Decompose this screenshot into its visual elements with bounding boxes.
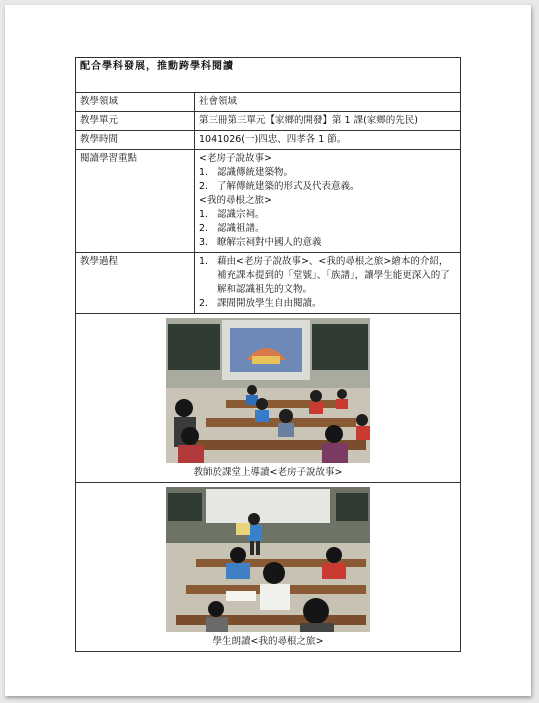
list-number: 2. — [199, 181, 209, 192]
list-item — [199, 236, 456, 250]
focus-group-title: <老房子說故事> — [199, 153, 272, 164]
classroom-photo-student-reading — [166, 487, 370, 632]
list-number: 3. — [199, 237, 209, 248]
photo-caption: 教師於課堂上導讀<老房子說故事> — [193, 467, 343, 478]
list-number: 2. — [199, 298, 209, 309]
row-label: 教學單元 — [76, 112, 195, 131]
list-number: 1. — [199, 256, 209, 267]
list-number: 1. — [199, 167, 209, 178]
list-text: 藉由<老房子說故事>、<我的尋根之旅>繪本的介紹，補充課本提到的「堂號」、「族譜」，讓學生能更深入的了解和認識祖先的文物。 — [217, 256, 450, 295]
table-row — [76, 112, 461, 131]
list-text: 認識宗祠。 — [217, 209, 265, 220]
list-text: 了解傳統建築的形式及代表意義。 — [217, 181, 360, 192]
list-item — [199, 180, 456, 194]
row-label: 教學時間 — [76, 131, 195, 150]
row-value: 1041026(一)四忠、四孝各 1 節。 — [195, 131, 461, 150]
process-content — [195, 253, 461, 314]
list-item — [199, 297, 456, 311]
lesson-table — [75, 57, 461, 652]
table-row — [76, 253, 461, 314]
table-row — [76, 131, 461, 150]
list-item — [199, 222, 456, 236]
list-number: 1. — [199, 209, 209, 220]
classroom-photo-teacher — [166, 318, 370, 463]
photo-caption: 學生朗讀<我的尋根之旅> — [212, 636, 324, 647]
document-page — [5, 5, 531, 696]
row-value: 第三冊第三單元【家鄉的開發】第 1 課(家鄉的先民) — [195, 112, 461, 131]
focus-content — [195, 150, 461, 253]
list-text: 認識祖譜。 — [217, 223, 265, 234]
table-header: 配合學科發展，推動跨學科閱讀 — [76, 58, 461, 93]
list-item — [199, 255, 456, 297]
list-item — [199, 208, 456, 222]
photo-row — [76, 314, 461, 483]
row-value: 社會領域 — [195, 93, 461, 112]
table-row — [76, 93, 461, 112]
row-label: 閱讀學習重點 — [76, 150, 195, 253]
photo-row — [76, 483, 461, 652]
list-text: 認識傳統建築物。 — [217, 167, 294, 178]
list-text: 課間開放學生自由閱讀。 — [217, 298, 322, 309]
focus-group-title: <我的尋根之旅> — [199, 195, 272, 206]
list-number: 2. — [199, 223, 209, 234]
row-label: 教學領域 — [76, 93, 195, 112]
list-text: 瞭解宗祠對中國人的意義 — [217, 237, 322, 248]
row-label: 教學過程 — [76, 253, 195, 314]
table-row — [76, 150, 461, 253]
list-item — [199, 166, 456, 180]
